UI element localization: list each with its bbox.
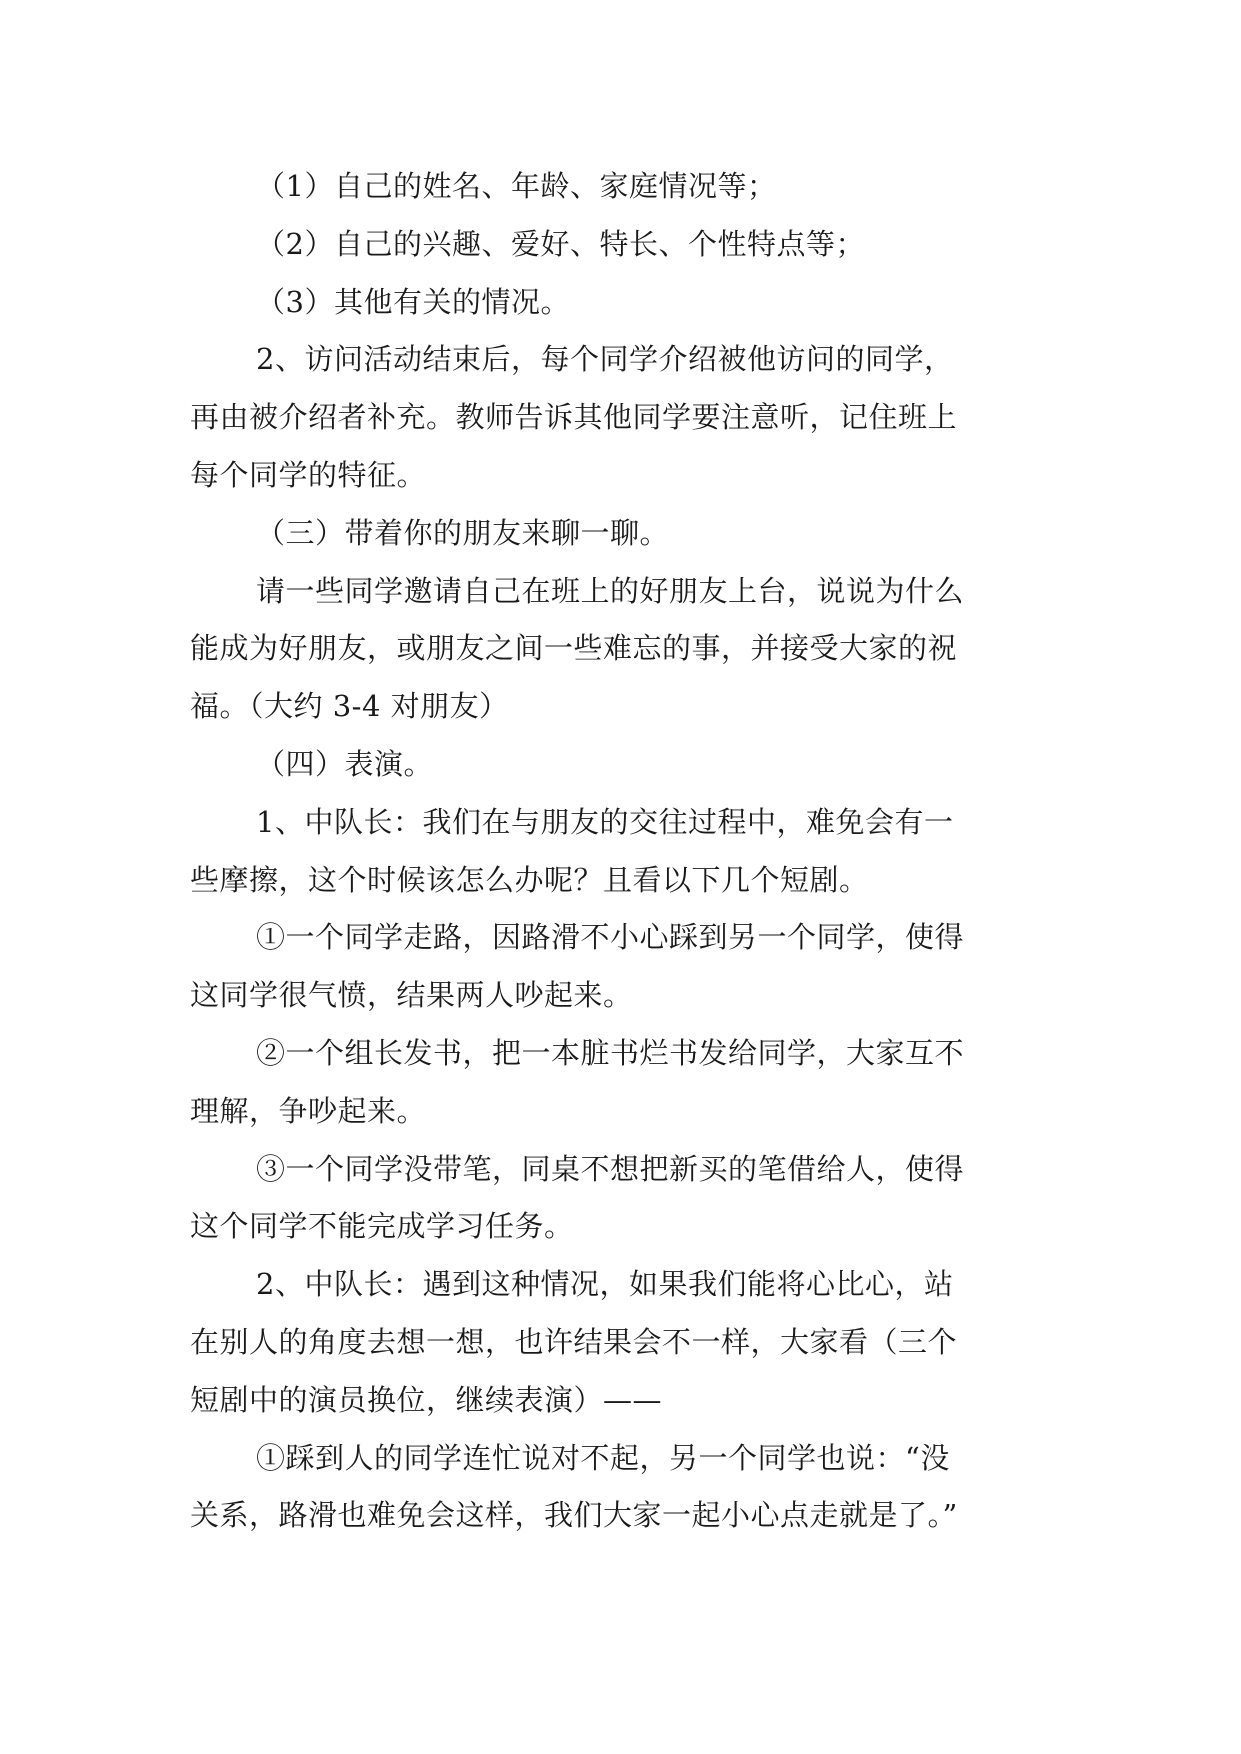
text-line: （三）带着你的朋友来聊一聊。 bbox=[256, 515, 670, 550]
text-line: 理解，争吵起来。 bbox=[190, 1093, 427, 1128]
paragraph-item-3 bbox=[190, 274, 1050, 332]
paragraph-interview-summary bbox=[190, 331, 1050, 504]
text-line: （1）自己的姓名、年龄、家庭情况等； bbox=[256, 169, 777, 203]
text-line: 能成为好朋友，或朋友之间一些难忘的事，并接受大家的祝 bbox=[190, 631, 958, 666]
paragraph-friends bbox=[190, 563, 1050, 736]
document-body bbox=[190, 158, 1050, 1545]
text-line: 在别人的角度去想一想，也许结果会不一样，大家看（三个 bbox=[190, 1324, 958, 1359]
text-line: 这同学很气愤，结果两人吵起来。 bbox=[190, 978, 633, 1013]
paragraph-leader-reflection bbox=[190, 1256, 1050, 1429]
paragraph-skit-2 bbox=[190, 1025, 1050, 1141]
text-line: （3）其他有关的情况。 bbox=[256, 284, 570, 319]
paragraph-skit-1 bbox=[190, 909, 1050, 1025]
text-line: ①踩到人的同学连忙说对不起，另一个同学也说：“没 bbox=[256, 1440, 950, 1475]
text-line: 2、中队长：遇到这种情况，如果我们能将心比心，站 bbox=[256, 1267, 954, 1302]
section-heading-4 bbox=[190, 736, 1050, 794]
paragraph-leader-intro bbox=[190, 794, 1050, 910]
paragraph-item-1 bbox=[190, 158, 1050, 216]
section-heading-3 bbox=[190, 505, 1050, 563]
text-line: 这个同学不能完成学习任务。 bbox=[190, 1209, 574, 1244]
text-line: 1、中队长：我们在与朋友的交往过程中，难免会有一 bbox=[256, 804, 954, 839]
text-line: ①一个同学走路，因路滑不小心踩到另一个同学，使得 bbox=[256, 920, 965, 955]
text-line: ③一个同学没带笔，同桌不想把新买的笔借给人，使得 bbox=[256, 1151, 965, 1186]
text-line: 福。（大约 3-4 对朋友） bbox=[190, 689, 509, 724]
text-line: 2、访问活动结束后，每个同学介绍被他访问的同学， bbox=[256, 342, 954, 377]
text-line: （2）自己的兴趣、爱好、特长、个性特点等； bbox=[256, 226, 865, 261]
text-line: 请一些同学邀请自己在班上的好朋友上台，说说为什么 bbox=[256, 573, 965, 608]
text-line: 些摩擦，这个时候该怎么办呢？且看以下几个短剧。 bbox=[190, 862, 869, 897]
text-line: （四）表演。 bbox=[256, 746, 434, 781]
text-line: 每个同学的特征。 bbox=[190, 457, 427, 492]
text-line: 再由被介绍者补充。教师告诉其他同学要注意听，记住班上 bbox=[190, 400, 958, 435]
text-line: 短剧中的演员换位，继续表演）—— bbox=[190, 1382, 663, 1417]
paragraph-skit-3 bbox=[190, 1141, 1050, 1257]
paragraph-item-2 bbox=[190, 216, 1050, 274]
text-line: ②一个组长发书，把一本脏书烂书发给同学，大家互不 bbox=[256, 1035, 965, 1070]
paragraph-skit-1-revised bbox=[190, 1430, 1050, 1546]
text-line: 关系，路滑也难免会这样，我们大家一起小心点走就是了。” bbox=[190, 1498, 958, 1533]
